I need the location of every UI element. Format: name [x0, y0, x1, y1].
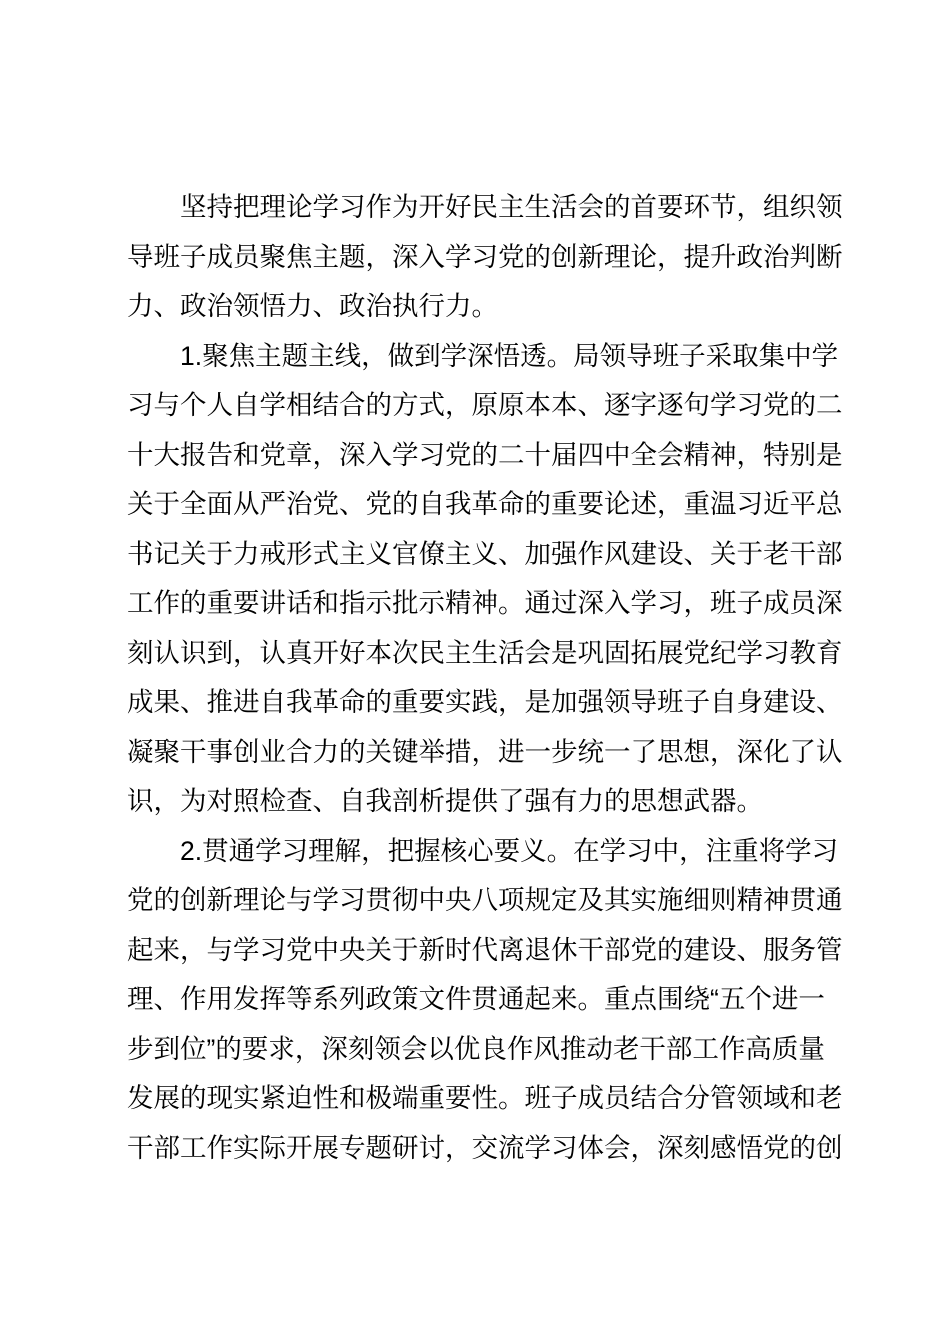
- text-line: 习与个人自学相结合的方式，原原本本、逐字逐句学习党的二: [127, 390, 843, 420]
- text-line: 成果、推进自我革命的重要实践，是加强领导班子自身建设、: [127, 687, 843, 717]
- text-line: 十大报告和党章，深入学习党的二十届四中全会精神，特别是: [127, 439, 843, 470]
- document-body: [127, 183, 850, 1173]
- text-line: 凝聚干事创业合力的关键举措，进一步统一了思想，深化了认: [127, 736, 843, 767]
- text-line: 起来，与学习党中央关于新时代离退休干部党的建设、服务管: [127, 934, 843, 965]
- text-line: 2.贯通学习理解，把握核心要义。在学习中，注重将学习: [180, 835, 839, 866]
- paragraph: [127, 183, 850, 332]
- text-line: 工作的重要讲话和指示批示精神。通过深入学习，班子成员深: [127, 588, 843, 618]
- text-line: 刻认识到，认真开好本次民主生活会是巩固拓展党纪学习教育: [127, 637, 843, 668]
- text-line: 理、作用发挥等系列政策文件贯通起来。重点围绕“五个进一: [127, 984, 825, 1014]
- text-line: 力、政治领悟力、政治执行力。: [127, 291, 498, 321]
- text-line: 识，为对照检查、自我剖析提供了强有力的思想武器。: [127, 786, 763, 816]
- text-line: 关于全面从严治党、党的自我革命的重要论述，重温习近平总: [127, 489, 843, 519]
- paragraph: [127, 827, 850, 1174]
- text-line: 导班子成员聚焦主题，深入学习党的创新理论，提升政治判断: [127, 241, 843, 272]
- paragraph: [127, 332, 850, 827]
- text-line: 1.聚焦主题主线，做到学深悟透。局领导班子采取集中学: [180, 340, 839, 371]
- text-line: 发展的现实紧迫性和极端重要性。班子成员结合分管领域和老: [127, 1083, 843, 1113]
- text-line: 党的创新理论与学习贯彻中央八项规定及其实施细则精神贯通: [127, 885, 843, 915]
- text-line: 干部工作实际开展专题研讨，交流学习体会，深刻感悟党的创: [127, 1132, 843, 1163]
- text-line: 坚持把理论学习作为开好民主生活会的首要环节，组织领: [180, 192, 843, 222]
- text-line: 步到位”的要求，深刻领会以优良作风推动老干部工作高质量: [127, 1033, 825, 1064]
- text-line: 书记关于力戒形式主义官僚主义、加强作风建设、关于老干部: [127, 538, 843, 569]
